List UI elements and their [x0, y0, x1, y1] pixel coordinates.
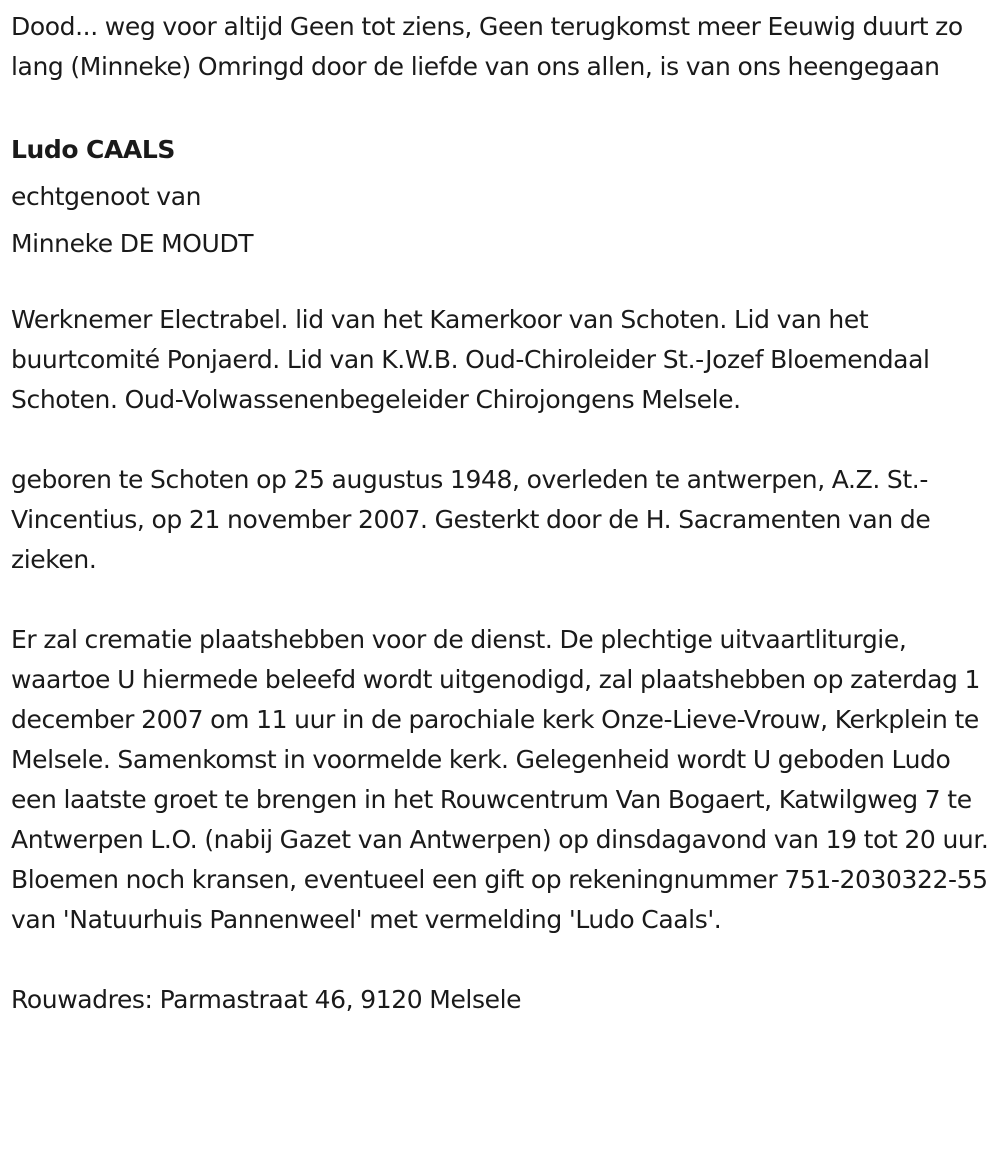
birth-death-text: geboren te Schoten op 25 augustus 1948, overleden te antwerpen, A.Z. St.-Vincentius, op 21 november 2007. Gesterkt door de H. Sacramenten van de zieken.	[11, 465, 931, 574]
ceremony-text: Er zal crematie plaatshebben voor de dienst. De plechtige uitvaartliturgie, waartoe U hiermede beleefd wordt uitgenodigd, zal plaatshebben op zaterdag 1 december 2007 om 11 uur in de parochiale kerk Onze-Lieve-Vrouw, Kerkplein te Melsele. Samenkomst in voormelde kerk. Gelegenheid wordt U geboden Ludo een laatste groet te brengen in het Rouwcentrum Van Bogaert, Katwilgweg 7 te Antwerpen L.O. (nabij Gazet van Antwerpen) op dinsdagavond van 19 tot 20 uur. Bloemen noch kransen, eventueel een gift op rekeningnummer 751-2030322-55 van 'Natuurhuis Pannenweel' met vermelding 'Ludo Caals'.	[11, 625, 989, 934]
intro-text: Dood... weg voor altijd Geen tot ziens, Geen terugkomst meer Eeuwig duurt zo lang (Minneke) Omringd door de liefde van ons allen, is van ons heengegaan	[11, 12, 963, 81]
relation-text: echtgenoot van	[11, 182, 202, 211]
spouse-name: Minneke DE MOUDT	[11, 229, 254, 258]
biography-text: Werknemer Electrabel. lid van het Kamerkoor van Schoten. Lid van het buurtcomité Ponjaerd. Lid van K.W.B. Oud-Chiroleider St.-Jozef Bloemendaal Schoten. Oud-Volwassenenbegeleider Chirojongens Melsele.	[11, 305, 930, 414]
mourning-address: Rouwadres: Parmastraat 46, 9120 Melsele	[11, 985, 522, 1014]
deceased-name: Ludo CAALS	[11, 135, 175, 164]
